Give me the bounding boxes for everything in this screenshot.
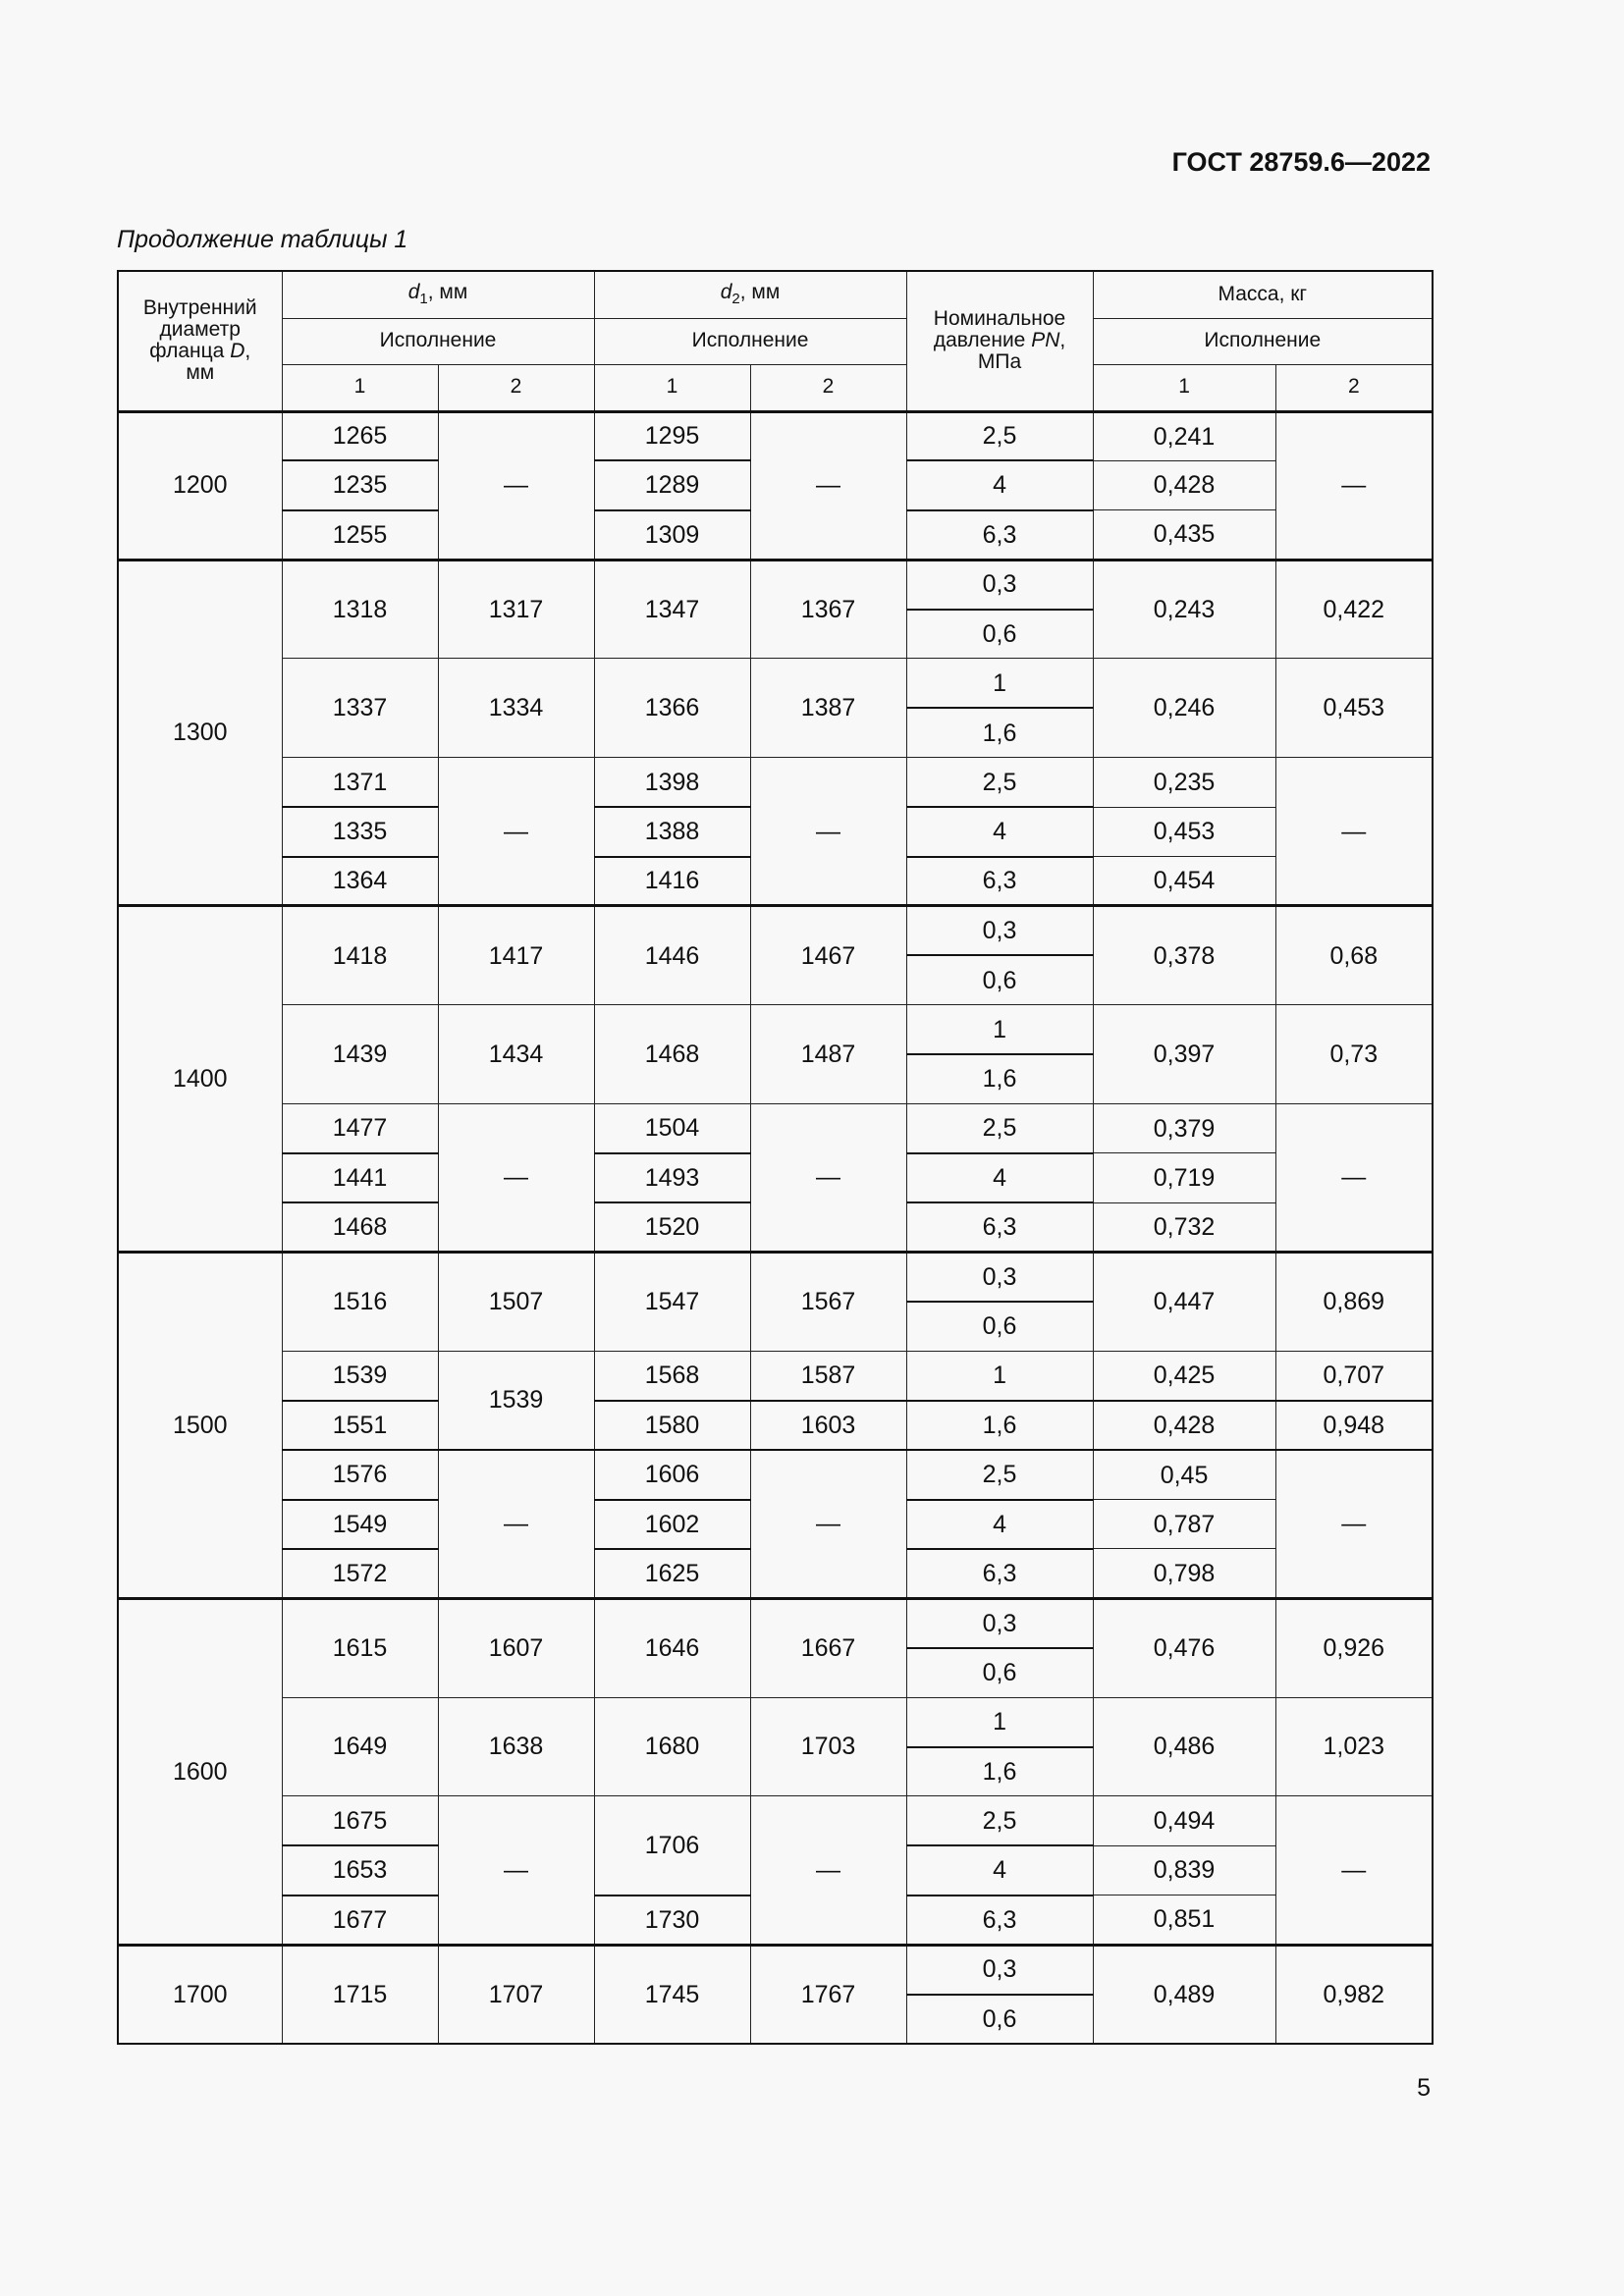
- pressure-cell: 1: [906, 659, 1093, 708]
- d2-exec2-cell: —: [750, 1796, 906, 1945]
- pressure-cell: 0,3: [906, 1598, 1093, 1647]
- mass-exec1-cell: 0,732: [1093, 1202, 1275, 1252]
- header-d2: $d_2$, мм: [594, 271, 906, 318]
- d1-exec1-cell: 1549: [282, 1500, 438, 1549]
- mass-exec2-cell: 0,926: [1275, 1598, 1433, 1697]
- d2-exec2-cell: —: [750, 1103, 906, 1252]
- table-row: [118, 1796, 1433, 1845]
- mass-exec1-cell: 0,243: [1093, 560, 1275, 659]
- d1-exec2-cell: —: [438, 1796, 594, 1945]
- d2-exec2-cell: 1767: [750, 1945, 906, 2044]
- d1-exec1-cell: 1441: [282, 1153, 438, 1202]
- table-row: [118, 1598, 1433, 1647]
- pressure-cell: 0,6: [906, 610, 1093, 659]
- d2-exec1-cell: 1730: [594, 1896, 750, 1945]
- mass-exec1-cell: 0,435: [1093, 510, 1275, 560]
- d2-exec2-cell: —: [750, 1450, 906, 1598]
- d2-exec1-cell: 1493: [594, 1153, 750, 1202]
- d2-exec1-cell: 1547: [594, 1253, 750, 1352]
- page-number: 5: [1417, 2074, 1431, 2102]
- pressure-cell: 0,3: [906, 1945, 1093, 1994]
- pressure-cell: 4: [906, 1153, 1093, 1202]
- d1-exec1-cell: 1371: [282, 758, 438, 807]
- d2-exec1-cell: 1745: [594, 1945, 750, 2044]
- d2-exec1-cell: 1568: [594, 1351, 750, 1400]
- d1-exec2-cell: 1707: [438, 1945, 594, 2044]
- mass-exec2-cell: 0,453: [1275, 659, 1433, 758]
- pressure-cell: 4: [906, 460, 1093, 509]
- mass-exec2-cell: 0,869: [1275, 1253, 1433, 1352]
- table-row: [118, 1450, 1433, 1499]
- mass-exec1-cell: 0,787: [1093, 1500, 1275, 1549]
- mass-exec2-cell: —: [1275, 1103, 1433, 1252]
- pressure-cell: 6,3: [906, 1896, 1093, 1945]
- table-row: [118, 1401, 1433, 1450]
- header-exec-1: 1: [594, 364, 750, 411]
- pressure-cell: 2,5: [906, 411, 1093, 460]
- pressure-cell: 0,3: [906, 1253, 1093, 1302]
- header-execution: Исполнение: [594, 318, 906, 364]
- d2-exec2-cell: 1387: [750, 659, 906, 758]
- d2-exec1-cell: 1388: [594, 807, 750, 856]
- d1-exec1-cell: 1572: [282, 1549, 438, 1598]
- standard-code: ГОСТ 28759.6—2022: [1171, 147, 1431, 177]
- d1-exec1-cell: 1235: [282, 460, 438, 509]
- d1-exec2-cell: 1317: [438, 560, 594, 659]
- diameter-cell: 1500: [118, 1253, 282, 1599]
- d2-exec2-cell: —: [750, 411, 906, 560]
- header-exec-2: 2: [750, 364, 906, 411]
- d2-exec1-cell: 1520: [594, 1202, 750, 1252]
- d1-exec1-cell: 1364: [282, 857, 438, 906]
- mass-exec1-cell: 0,453: [1093, 807, 1275, 856]
- d2-exec1-cell: 1446: [594, 906, 750, 1005]
- d1-exec2-cell: —: [438, 758, 594, 906]
- pressure-cell: 1,6: [906, 1054, 1093, 1103]
- d2-exec1-cell: 1289: [594, 460, 750, 509]
- flange-table: [117, 270, 1434, 2045]
- d1-exec1-cell: 1653: [282, 1845, 438, 1895]
- header-execution: Исполнение: [282, 318, 594, 364]
- header-nominal-pressure: Номинальное давление PN, МПа: [906, 271, 1093, 411]
- pressure-cell: 0,6: [906, 1302, 1093, 1351]
- d2-exec1-cell: 1347: [594, 560, 750, 659]
- d2-exec1-cell: 1468: [594, 1005, 750, 1104]
- mass-exec2-cell: 0,422: [1275, 560, 1433, 659]
- d2-exec1-cell: 1602: [594, 1500, 750, 1549]
- header-d1: $d_1$, мм: [282, 271, 594, 318]
- header-exec-1: 1: [1093, 364, 1275, 411]
- mass-exec2-cell: —: [1275, 1450, 1433, 1598]
- d1-exec1-cell: 1551: [282, 1401, 438, 1450]
- d2-exec1-cell: 1646: [594, 1598, 750, 1697]
- table-row: [118, 1005, 1433, 1054]
- mass-exec2-cell: 0,73: [1275, 1005, 1433, 1104]
- header-inner-diameter: Внутренний диаметр фланца D, мм: [118, 271, 282, 411]
- d2-exec2-cell: 1603: [750, 1401, 906, 1450]
- d2-exec2-cell: 1703: [750, 1697, 906, 1796]
- diameter-cell: 1300: [118, 560, 282, 906]
- table-row: [118, 411, 1433, 460]
- pressure-cell: 4: [906, 807, 1093, 856]
- table-row: [118, 906, 1433, 955]
- pressure-cell: 0,3: [906, 560, 1093, 609]
- table-row: [118, 659, 1433, 708]
- header-execution: Исполнение: [1093, 318, 1433, 364]
- d1-exec1-cell: 1477: [282, 1103, 438, 1152]
- d1-exec2-cell: 1607: [438, 1598, 594, 1697]
- table-row: [118, 1945, 1433, 1994]
- pressure-cell: 0,3: [906, 906, 1093, 955]
- mass-exec1-cell: 0,397: [1093, 1005, 1275, 1104]
- d1-exec2-cell: 1334: [438, 659, 594, 758]
- pressure-cell: 1: [906, 1005, 1093, 1054]
- d2-exec1-cell: 1398: [594, 758, 750, 807]
- mass-exec1-cell: 0,494: [1093, 1796, 1275, 1845]
- pressure-cell: 6,3: [906, 1549, 1093, 1598]
- d1-exec2-cell: 1434: [438, 1005, 594, 1104]
- d1-exec1-cell: 1715: [282, 1945, 438, 2044]
- pressure-cell: 2,5: [906, 1796, 1093, 1845]
- pressure-cell: 4: [906, 1500, 1093, 1549]
- d1-exec2-cell: 1507: [438, 1253, 594, 1352]
- d1-exec2-cell: 1638: [438, 1697, 594, 1796]
- mass-exec2-cell: 0,948: [1275, 1401, 1433, 1450]
- table-row: [118, 1103, 1433, 1152]
- d1-exec1-cell: 1539: [282, 1351, 438, 1400]
- d1-exec1-cell: 1576: [282, 1450, 438, 1499]
- d2-exec2-cell: 1487: [750, 1005, 906, 1104]
- header-exec-1: 1: [282, 364, 438, 411]
- diameter-cell: 1700: [118, 1945, 282, 2044]
- table-row: [118, 1253, 1433, 1302]
- mass-exec1-cell: 0,428: [1093, 1401, 1275, 1450]
- d2-exec1-cell: 1295: [594, 411, 750, 460]
- diameter-cell: 1200: [118, 411, 282, 560]
- d2-exec1-cell: 1309: [594, 510, 750, 560]
- mass-exec1-cell: 0,241: [1093, 411, 1275, 460]
- mass-exec1-cell: 0,489: [1093, 1945, 1275, 2044]
- pressure-cell: 1: [906, 1697, 1093, 1746]
- d1-exec2-cell: —: [438, 1103, 594, 1252]
- d2-exec1-cell: 1504: [594, 1103, 750, 1152]
- pressure-cell: 2,5: [906, 1103, 1093, 1152]
- mass-exec2-cell: 0,68: [1275, 906, 1433, 1005]
- table-caption: Продолжение таблицы 1: [117, 226, 408, 253]
- mass-exec1-cell: 0,454: [1093, 857, 1275, 906]
- d2-exec1-cell: 1625: [594, 1549, 750, 1598]
- pressure-cell: 1,6: [906, 1747, 1093, 1796]
- pressure-cell: 6,3: [906, 1202, 1093, 1252]
- d2-exec2-cell: —: [750, 758, 906, 906]
- mass-exec2-cell: —: [1275, 1796, 1433, 1945]
- d1-exec1-cell: 1615: [282, 1598, 438, 1697]
- header-exec-2: 2: [438, 364, 594, 411]
- d1-exec1-cell: 1439: [282, 1005, 438, 1104]
- pressure-cell: 0,6: [906, 1995, 1093, 2044]
- d2-exec1-cell: 1680: [594, 1697, 750, 1796]
- d1-exec1-cell: 1265: [282, 411, 438, 460]
- pressure-cell: 1,6: [906, 708, 1093, 757]
- d2-exec1-cell: 1706: [594, 1796, 750, 1896]
- mass-exec1-cell: 0,425: [1093, 1351, 1275, 1400]
- d1-exec2-cell: 1539: [438, 1351, 594, 1450]
- pressure-cell: 0,6: [906, 1648, 1093, 1697]
- mass-exec1-cell: 0,378: [1093, 906, 1275, 1005]
- table-row: [118, 758, 1433, 807]
- d1-exec1-cell: 1418: [282, 906, 438, 1005]
- header-mass: Масса, кг: [1093, 271, 1433, 318]
- d1-exec1-cell: 1335: [282, 807, 438, 856]
- d1-exec2-cell: 1417: [438, 906, 594, 1005]
- header-exec-2: 2: [1275, 364, 1433, 411]
- mass-exec1-cell: 0,428: [1093, 460, 1275, 509]
- mass-exec1-cell: 0,486: [1093, 1697, 1275, 1796]
- d1-exec1-cell: 1677: [282, 1896, 438, 1945]
- d1-exec2-cell: —: [438, 411, 594, 560]
- table-row: [118, 560, 1433, 609]
- diameter-cell: 1600: [118, 1598, 282, 1945]
- pressure-cell: 6,3: [906, 510, 1093, 560]
- d1-exec2-cell: —: [438, 1450, 594, 1598]
- d1-exec1-cell: 1255: [282, 510, 438, 560]
- table-row: [118, 1351, 1433, 1400]
- mass-exec1-cell: 0,851: [1093, 1896, 1275, 1945]
- d2-exec1-cell: 1366: [594, 659, 750, 758]
- d1-exec1-cell: 1337: [282, 659, 438, 758]
- mass-exec1-cell: 0,719: [1093, 1153, 1275, 1202]
- d1-exec1-cell: 1468: [282, 1202, 438, 1252]
- pressure-cell: 4: [906, 1845, 1093, 1895]
- mass-exec1-cell: 0,476: [1093, 1598, 1275, 1697]
- mass-exec2-cell: —: [1275, 758, 1433, 906]
- mass-exec1-cell: 0,447: [1093, 1253, 1275, 1352]
- mass-exec1-cell: 0,235: [1093, 758, 1275, 807]
- pressure-cell: 2,5: [906, 1450, 1093, 1499]
- table-row: [118, 1697, 1433, 1746]
- pressure-cell: 1: [906, 1351, 1093, 1400]
- d2-exec2-cell: 1667: [750, 1598, 906, 1697]
- mass-exec2-cell: 1,023: [1275, 1697, 1433, 1796]
- d2-exec1-cell: 1606: [594, 1450, 750, 1499]
- diameter-cell: 1400: [118, 906, 282, 1253]
- d2-exec2-cell: 1567: [750, 1253, 906, 1352]
- pressure-cell: 1,6: [906, 1401, 1093, 1450]
- mass-exec2-cell: 0,707: [1275, 1351, 1433, 1400]
- d2-exec1-cell: 1580: [594, 1401, 750, 1450]
- d1-exec1-cell: 1675: [282, 1796, 438, 1845]
- mass-exec1-cell: 0,839: [1093, 1845, 1275, 1895]
- d2-exec1-cell: 1416: [594, 857, 750, 906]
- mass-exec2-cell: 0,982: [1275, 1945, 1433, 2044]
- d2-exec2-cell: 1467: [750, 906, 906, 1005]
- d2-exec2-cell: 1587: [750, 1351, 906, 1400]
- mass-exec1-cell: 0,798: [1093, 1549, 1275, 1598]
- mass-exec1-cell: 0,379: [1093, 1103, 1275, 1152]
- mass-exec2-cell: —: [1275, 411, 1433, 560]
- d2-exec2-cell: 1367: [750, 560, 906, 659]
- d1-exec1-cell: 1649: [282, 1697, 438, 1796]
- pressure-cell: 2,5: [906, 758, 1093, 807]
- pressure-cell: 6,3: [906, 857, 1093, 906]
- d1-exec1-cell: 1516: [282, 1253, 438, 1352]
- mass-exec1-cell: 0,45: [1093, 1450, 1275, 1499]
- pressure-cell: 0,6: [906, 955, 1093, 1004]
- d1-exec1-cell: 1318: [282, 560, 438, 659]
- mass-exec1-cell: 0,246: [1093, 659, 1275, 758]
